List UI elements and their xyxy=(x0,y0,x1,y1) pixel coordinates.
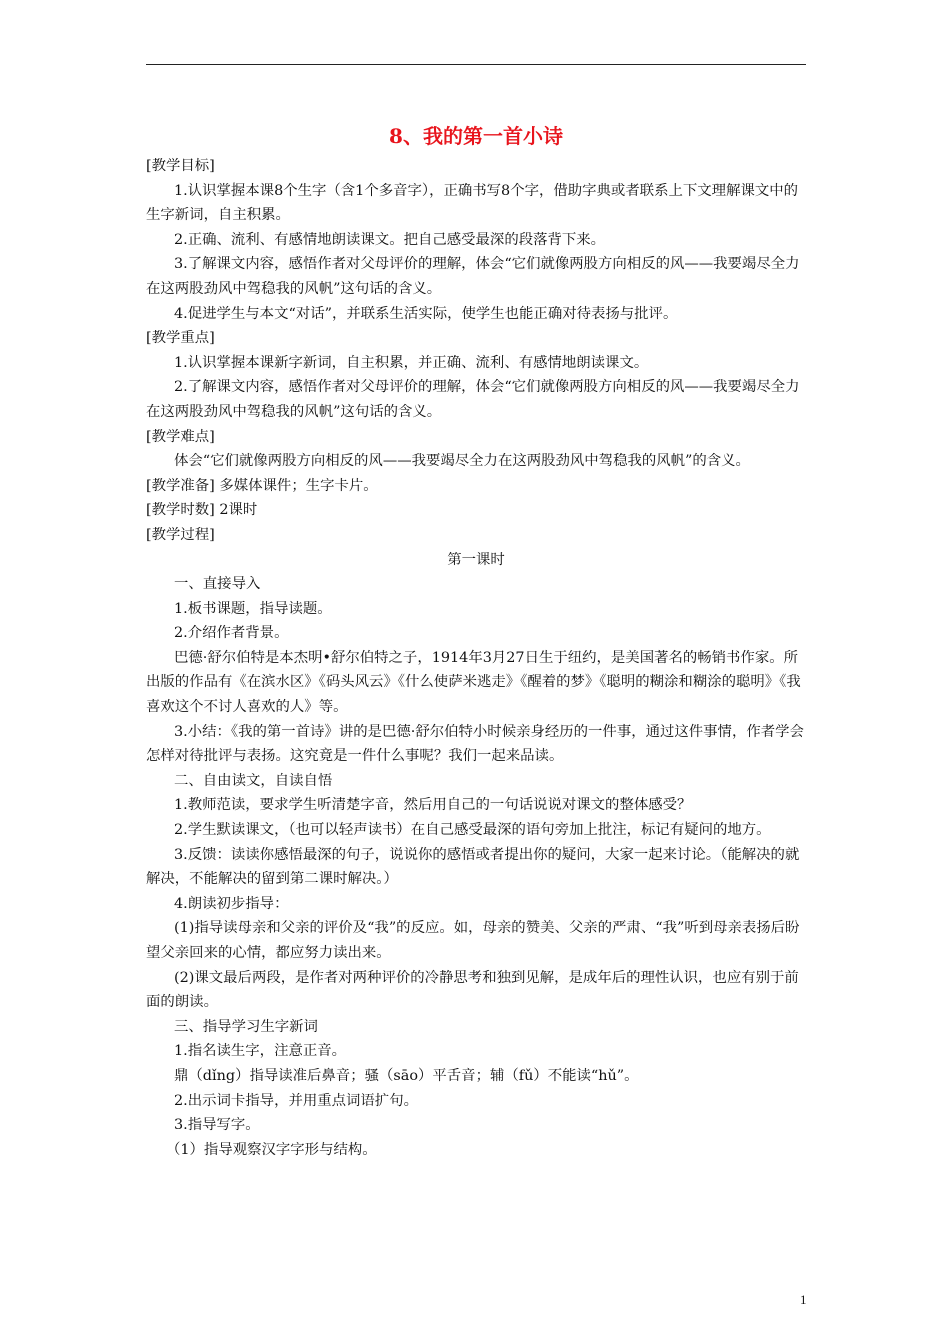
section-subitem: (2)课文最后两段，是作者对两种评价的冷静思考和独到见解，是成年后的理性认识，也应有别于前面的朗读。 xyxy=(146,969,799,1011)
goal-item: 4.促进学生与本文“对话”，并联系生活实际，使学生也能正确对待表扬与批评。 xyxy=(174,305,678,322)
section-heading: 三、指导学习生字新词 xyxy=(174,1018,318,1035)
section-item: 2.出示词卡指导，并用重点词语扩句。 xyxy=(174,1092,418,1109)
section-item: 2.介绍作者背景。 xyxy=(174,625,289,642)
section-subitem: （1）指导观察汉字字形与结构。 xyxy=(166,1141,377,1158)
process-heading: [教学过程] xyxy=(146,526,215,543)
difficult-text: 体会“它们就像两股方向相反的风——我要竭尽全力在这两股劲风中驾稳我的风帆”的含义。 xyxy=(174,453,750,470)
pinyin-note: 鼎（dǐng）指导读准后鼻音；骚（sāo）平舌音；辅（fǔ）不能读“hǔ”。 xyxy=(174,1067,639,1084)
key-heading: [教学重点] xyxy=(146,330,215,347)
section-item: 4.朗读初步指导： xyxy=(174,895,289,912)
hours-line: [教学时数] 2课时 xyxy=(146,502,258,519)
goal-item: 1.认识掌握本课8个生字（含1个多音字），正确书写8个字，借助字典或者联系上下文理解课文中的生字新词，自主积累。 xyxy=(146,182,799,224)
section-heading: 一、直接导入 xyxy=(174,576,261,593)
prep-line: [教学准备] 多媒体课件；生字卡片。 xyxy=(146,477,378,494)
key-item: 1.认识掌握本课新字新词，自主积累，并正确、流利、有感情地朗读课文。 xyxy=(174,354,649,371)
section-item: 3.指导写字。 xyxy=(174,1117,260,1134)
lesson-title: 第一课时 xyxy=(447,551,505,568)
section-item: 1.教师范读，要求学生听清楚字音，然后用自己的一句话说说对课文的整体感受？ xyxy=(174,797,692,814)
section-item: 1.板书课题，指导读题。 xyxy=(174,600,332,617)
section-item: 1.指名读生字，注意正音。 xyxy=(174,1043,347,1060)
goals-heading: [教学目标] xyxy=(146,158,215,174)
document-body xyxy=(146,118,806,1162)
section-subitem: (1)指导读母亲和父亲的评价及“我”的反应。如，母亲的赞美、父亲的严肃、“我”听到母亲表扬后盼望父亲回来的心情，都应努力读出来。 xyxy=(146,920,800,961)
section-item: 3.小结：《我的第一首诗》讲的是巴德·舒尔伯特小时候亲身经历的一件事，通过这件事情，作者学会怎样对待批评与表扬。这究竟是一件什么事呢？我们一起来品读。 xyxy=(146,723,804,765)
difficult-heading: [教学难点] xyxy=(146,428,215,445)
key-item: 2.了解课文内容，感悟作者对父母评价的理解，体会“它们就像两股方向相反的风——我要竭尽全力在这两股劲风中驾稳我的风帆”这句话的含义。 xyxy=(146,379,800,420)
section-item: 2.学生默读课文，（也可以轻声读书）在自己感受最深的语句旁加上批注，标记有疑问的地方。 xyxy=(174,822,771,839)
page-number: 1 xyxy=(800,1292,807,1307)
header-rule xyxy=(146,64,806,65)
goal-item: 3.了解课文内容，感悟作者对父母评价的理解，体会“它们就像两股方向相反的风——我要竭尽全力在这两股劲风中驾稳我的风帆”这句话的含义。 xyxy=(146,256,800,297)
author-background: 巴德·舒尔伯特是本杰明•舒尔伯特之子，1914年3月27日生于纽约，是美国著名的畅销书作家。所出版的作品有《在滨水区》《码头风云》《什么使萨米逃走》《醒着的梦》《聪明的糊涂和糊涂的聪明》《我喜欢这个不讨人喜欢的人》等。 xyxy=(146,649,801,716)
section-item: 3.反馈：读读你感悟最深的句子，说说你的感悟或者提出你的疑问，大家一起来讨论。（能解决的就解决，不能解决的留到第二课时解决。） xyxy=(146,846,800,888)
page-title: 8、我的第一首小诗 xyxy=(389,124,563,148)
section-heading: 二、自由读文，自读自悟 xyxy=(174,772,333,789)
goal-item: 2.正确、流利、有感情地朗读课文。把自己感受最深的段落背下来。 xyxy=(174,231,606,248)
